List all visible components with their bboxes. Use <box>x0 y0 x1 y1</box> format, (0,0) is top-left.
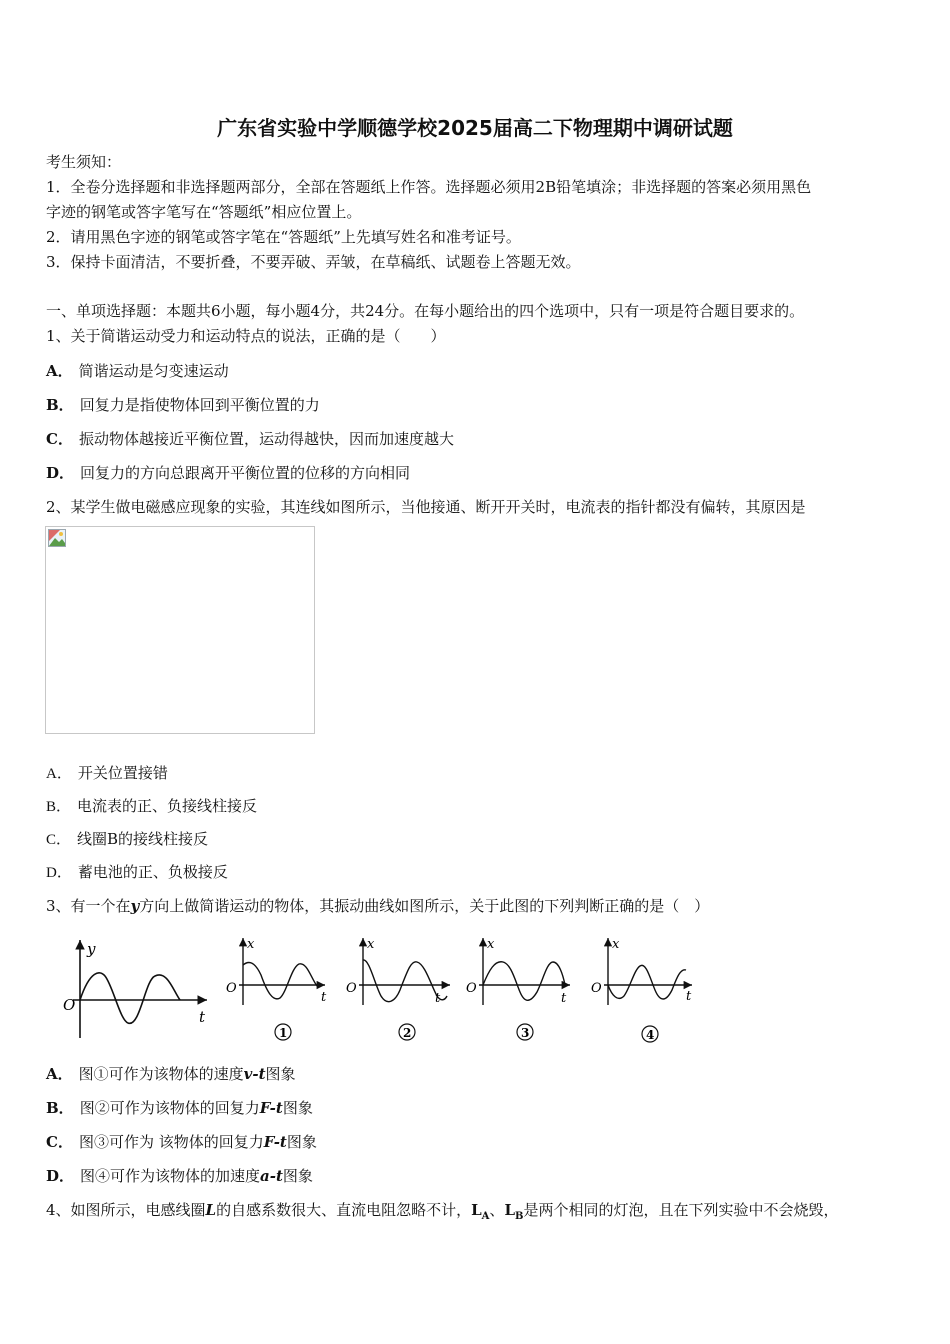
main-y-label: y <box>87 940 96 958</box>
option-label: A． <box>46 362 73 380</box>
notice-item-2: 2．请用黑色字迹的钢笔或答字笔在“答题纸”上先填写姓名和准考证号。 <box>46 228 521 246</box>
subplot-3-curve <box>483 962 565 1001</box>
section-heading: 一、单项选择题：本题共6小题，每小题4分，共24分。在每小题给出的四个选项中，只有一项是符合题目要求的。 <box>46 302 805 320</box>
option-label: A． <box>46 1065 73 1083</box>
separator: 、 <box>489 1201 505 1219</box>
q1-option-a <box>46 362 229 380</box>
subplot-4-curve <box>608 965 686 999</box>
subplot-2-x-label: x <box>367 937 375 952</box>
q3-option-b <box>46 1099 313 1117</box>
option-label: B． <box>46 396 74 414</box>
option-suffix: 图象 <box>265 1065 296 1083</box>
option-text: 线圈B的接线柱接反 <box>77 830 209 848</box>
q3-option-d <box>46 1167 313 1185</box>
q3-option-a <box>46 1065 296 1083</box>
subplot-1-t-label: t <box>321 990 327 1005</box>
option-text: 振动物体越接近平衡位置，运动得越快，因而加速度越大 <box>78 430 454 448</box>
lamp-a-letter: L <box>471 1201 482 1219</box>
subplot-4-origin: O <box>591 981 602 996</box>
option-text: 图③可作为 该物体的回复力 <box>78 1133 264 1151</box>
inductor-label: L <box>205 1201 217 1219</box>
subplot-3 <box>466 937 570 1040</box>
question-4-stem <box>46 1201 838 1226</box>
option-suffix: 图象 <box>286 1133 317 1151</box>
q2-option-d <box>46 863 228 882</box>
stem-part: 是两个相同的灯泡，且在下列实验中不会烧毁， <box>523 1201 839 1219</box>
option-label: B． <box>46 1099 74 1117</box>
option-suffix: 图象 <box>282 1099 313 1117</box>
subplot-1-origin: O <box>226 981 237 996</box>
main-origin-label: O <box>63 996 76 1014</box>
subplot-1-x-label: x <box>247 937 255 952</box>
subplot-1 <box>226 937 327 1040</box>
circuit-figure-placeholder <box>45 526 315 734</box>
question-2-stem: 2、某学生做电磁感应现象的实验，其连线如图所示，当他接通、断开开关时，电流表的指针都没有偏转，其原因是 <box>46 498 806 516</box>
vibration-curves-figure <box>55 930 705 1050</box>
svg-text:4: 4 <box>646 1028 655 1042</box>
subplot-4-x-label: x <box>612 937 620 952</box>
q1-option-c <box>46 430 454 448</box>
subplot-4 <box>591 937 692 1042</box>
main-plot <box>63 940 207 1038</box>
svg-text:3: 3 <box>521 1026 530 1040</box>
option-variable: F-t <box>263 1133 287 1151</box>
q1-option-b <box>46 396 320 414</box>
subplot-3-origin: O <box>466 981 477 996</box>
option-label: D． <box>46 865 72 881</box>
question-1-stem: 1、关于简谐运动受力和运动特点的说法，正确的是（ ） <box>46 327 446 345</box>
option-variable: a-t <box>260 1167 283 1185</box>
subplot-3-x-label: x <box>487 937 495 952</box>
option-text: 开关位置接错 <box>77 764 168 782</box>
stem-part: 3、有一个在 <box>46 897 131 915</box>
svg-text:2: 2 <box>403 1026 412 1040</box>
subplot-3-t-label: t <box>561 991 567 1006</box>
subplot-2-t-label: t <box>435 991 441 1006</box>
page-title: 广东省实验中学顺德学校2025届高二下物理期中调研试题 <box>217 116 733 140</box>
stem-part: 4、如图所示，电感线圈 <box>46 1201 206 1219</box>
option-label: C． <box>46 1133 73 1151</box>
q3-option-c <box>46 1133 317 1151</box>
option-label: C． <box>46 832 72 848</box>
option-text: 图②可作为该物体的回复力 <box>79 1099 260 1117</box>
q1-option-d <box>46 464 410 482</box>
option-text: 图①可作为该物体的速度 <box>78 1065 244 1083</box>
option-variable: F-t <box>259 1099 283 1117</box>
option-label: B． <box>46 799 72 815</box>
subplot-4-t-label: t <box>686 989 692 1004</box>
option-label: D． <box>46 1167 75 1185</box>
stem-part: 的自感系数很大、直流电阻忽略不计， <box>216 1201 472 1219</box>
notice-item-1a: 1．全卷分选择题和非选择题两部分，全部在答题纸上作答。选择题必须用2B铅笔填涂；非选择题的答案必须用黑色 <box>46 178 812 196</box>
option-text: 简谐运动是匀变速运动 <box>78 362 229 380</box>
option-text: 电流表的正、负接线柱接反 <box>77 797 258 815</box>
main-t-label: t <box>199 1008 206 1026</box>
option-text: 回复力的方向总跟离开平衡位置的位移的方向相同 <box>80 464 411 482</box>
option-text: 图④可作为该物体的加速度 <box>80 1167 261 1185</box>
option-text: 蓄电池的正、负极接反 <box>77 863 228 881</box>
lamp-b-letter: L <box>504 1201 515 1219</box>
svg-text:1: 1 <box>279 1026 288 1040</box>
lamp-b-subscript: B <box>514 1211 524 1222</box>
option-label: C． <box>46 430 73 448</box>
main-sine-curve <box>80 973 180 1023</box>
option-suffix: 图象 <box>282 1167 313 1185</box>
stem-part: 方向上做简谐运动的物体，其振动曲线如图所示，关于此图的下列判断正确的是（ ） <box>139 897 710 915</box>
broken-image-icon <box>48 529 66 547</box>
q2-option-b <box>46 797 257 816</box>
question-3-stem <box>46 897 709 915</box>
subplot-2-origin: O <box>346 981 357 996</box>
option-variable: v-t <box>243 1065 266 1083</box>
notice-item-1b: 字迹的钢笔或答字笔写在“答题纸”相应位置上。 <box>46 203 362 221</box>
option-text: 回复力是指使物体回到平衡位置的力 <box>79 396 320 414</box>
lamp-a-subscript: A <box>481 1211 490 1222</box>
q2-option-a <box>46 764 168 783</box>
notice-item-3: 3．保持卡面清洁，不要折叠，不要弄破、弄皱，在草稿纸、试题卷上答题无效。 <box>46 253 581 271</box>
q2-option-c <box>46 830 208 849</box>
option-label: A． <box>46 766 72 782</box>
subplot-2 <box>346 937 450 1040</box>
stem-variable: y <box>130 897 140 915</box>
subplot-1-curve <box>243 962 317 998</box>
option-label: D． <box>46 464 75 482</box>
notice-heading: 考生须知： <box>46 153 122 171</box>
lamp-a-label <box>471 1201 490 1222</box>
lamp-b-label <box>504 1201 524 1222</box>
